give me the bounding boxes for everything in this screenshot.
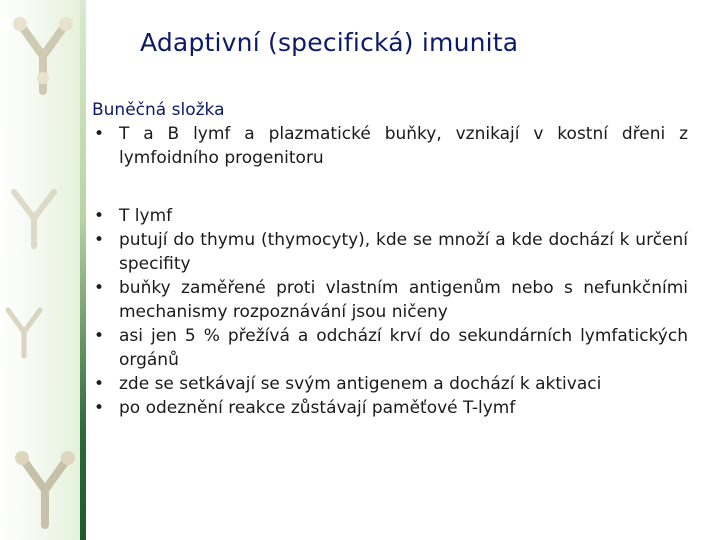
bullet-item: • po odeznění reakce zůstávají paměťové T-lymf: [92, 396, 688, 420]
t-lymf-bullet-list: [92, 204, 688, 420]
left-decorative-strip: [0, 0, 86, 540]
bullet-item: • T a B lymf a plazmatické buňky, vznikají v kostní dřeni z lymfoidního progenitoru: [92, 122, 688, 170]
antibody-icon: [8, 6, 78, 96]
bullet-item: • putují do thymu (thymocyty), kde se množí a kde dochází k určení specifity: [92, 228, 688, 276]
antibody-icon: [4, 180, 64, 250]
slide-body: [92, 98, 688, 420]
bullet-item: • T lymf: [92, 204, 688, 228]
section-heading: Buněčná složka: [92, 100, 225, 120]
bullet-item: • zde se setkávají se svým antigenem a dochází k aktivaci: [92, 372, 688, 396]
bullet-item: • asi jen 5 % přežívá a odchází krví do sekundárních lymfatických orgánů: [92, 324, 688, 372]
antibody-icon: [10, 440, 80, 530]
intro-bullet-list: [92, 122, 688, 170]
bullet-item: • buňky zaměřené proti vlastním antigenům nebo s nefunkčními mechanismy rozpoznávání jsou ničeny: [92, 276, 688, 324]
antibody-icon: [2, 300, 46, 360]
slide-title: Adaptivní (specifická) imunita: [140, 28, 519, 57]
